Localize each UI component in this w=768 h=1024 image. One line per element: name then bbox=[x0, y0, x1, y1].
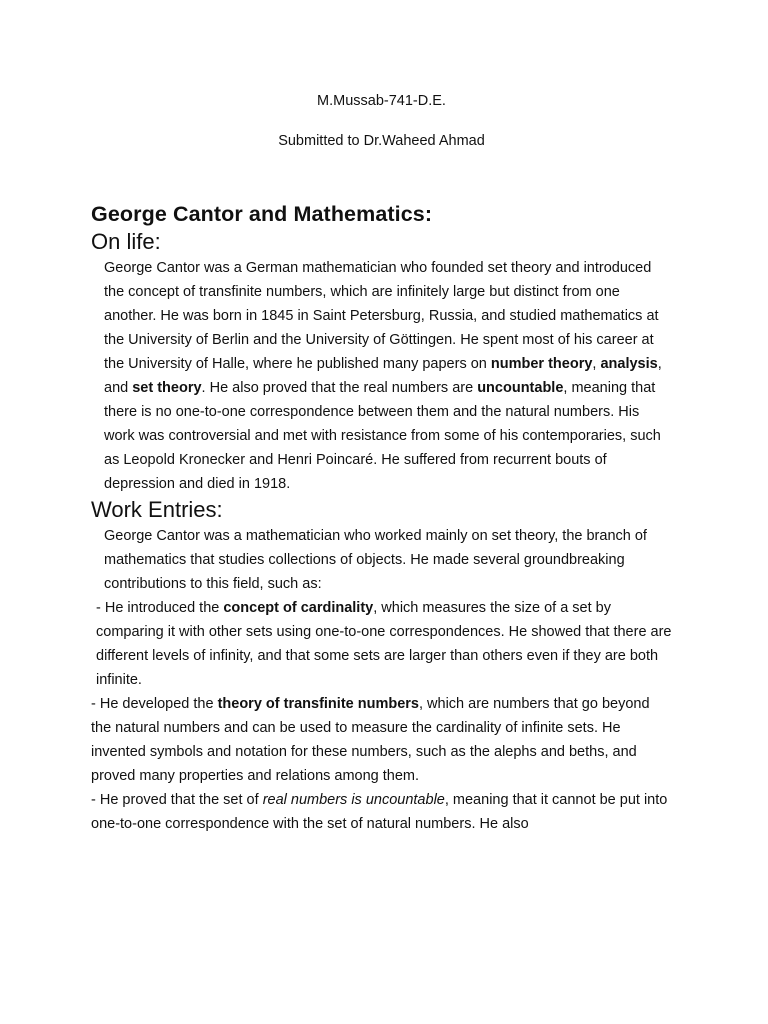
paragraph-work-intro: George Cantor was a mathematician who worked mainly on set theory, the branch of mathematics that studies collections of objects. He made several groundbreaking contributions to this field, such as: bbox=[104, 528, 647, 592]
text-run: , which are numbers that go beyond the natural numbers and can be used to measure the cardinality of infinite sets. He invented symbols and notation for these numbers, such as the alephs and beths, and proved many properties and relations among them. bbox=[91, 696, 650, 784]
bold-concept-of-cardinality: concept of cardinality bbox=[223, 600, 374, 616]
text-run: , which measures the size of a set by comparing it with other sets using one-to-one correspondences. He showed that there are different levels of infinity, and that some sets are larger than others even if they are both infinite. bbox=[96, 600, 672, 688]
bold-set-theory: set theory bbox=[132, 380, 202, 396]
text-run: , and bbox=[104, 356, 662, 396]
paragraph-point-uncountable bbox=[91, 788, 672, 836]
document-title: George Cantor and Mathematics: bbox=[91, 202, 433, 226]
heading-work-entries: Work Entries: bbox=[91, 497, 223, 522]
text-run: - He introduced the bbox=[96, 600, 224, 616]
bold-uncountable: uncountable bbox=[477, 380, 564, 396]
paragraph-point-cardinality bbox=[91, 596, 672, 692]
text-run: George Cantor was a German mathematician who founded set theory and introduced the concept of transfinite numbers, which are infinitely large but distinct from one another. He was born in 1845 in Saint Petersburg, Russia, and studied mathematics at the University of Berlin and the University of Göttingen. He spent most of his career at the University of Halle, where he published many papers on bbox=[104, 260, 659, 372]
text-run: , bbox=[592, 356, 601, 372]
text-run: - He developed the bbox=[91, 696, 218, 712]
heading-on-life: On life: bbox=[91, 229, 161, 254]
text-run: . He also proved that the real numbers are bbox=[201, 380, 478, 396]
text-run: , meaning that there is no one-to-one correspondence between them and the natural numbers. His work was controversial and met with resistance from some of his contemporaries, such as Leopold Kronecker and Henri Poincaré. He suffered from recurrent bouts of depression and died in 1918. bbox=[104, 380, 661, 492]
italic-real-numbers-uncountable: real numbers is uncountable bbox=[262, 792, 445, 808]
paragraph-on-life bbox=[91, 256, 672, 496]
submitted-line: Submitted to Dr.Waheed Ahmad bbox=[278, 133, 485, 149]
paragraph-point-transfinite bbox=[91, 692, 672, 788]
text-run: - He proved that the set of bbox=[91, 792, 263, 808]
bold-theory-of-transfinite-numbers: theory of transfinite numbers bbox=[217, 696, 419, 712]
bold-analysis: analysis bbox=[600, 356, 658, 372]
text-run: , meaning that it cannot be put into one-to-one correspondence with the set of natural numbers. He also bbox=[91, 792, 668, 832]
author-line: M.Mussab-741-D.E. bbox=[317, 93, 446, 109]
bold-number-theory: number theory bbox=[490, 356, 593, 372]
